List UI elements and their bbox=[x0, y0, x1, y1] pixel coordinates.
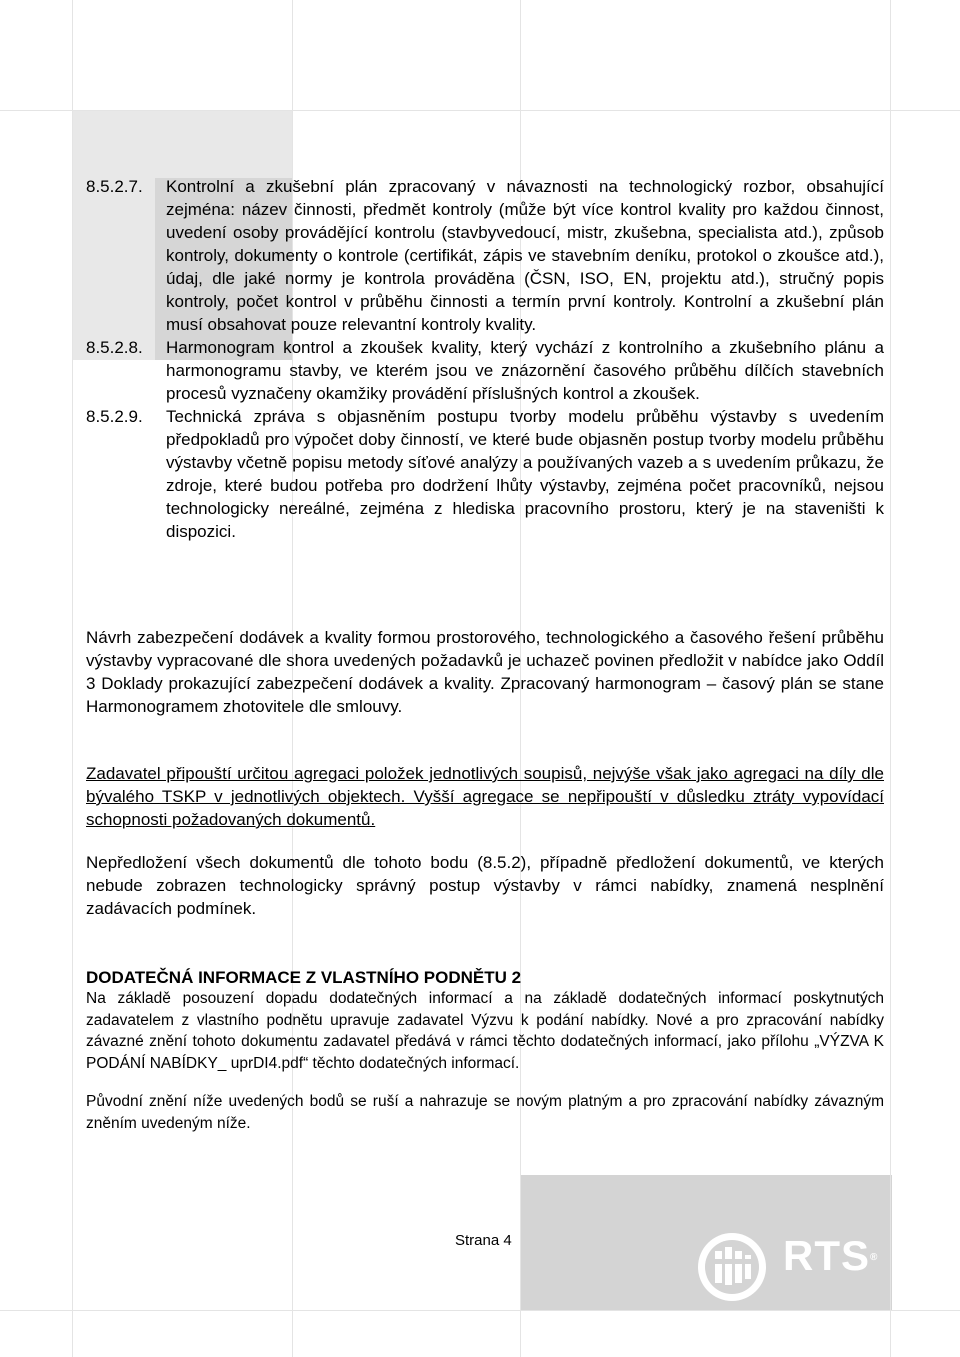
list-item bbox=[86, 405, 884, 543]
grid-line bbox=[0, 110, 960, 111]
numbered-items bbox=[86, 175, 884, 543]
list-item bbox=[86, 336, 884, 405]
paragraph-additional-info: Na základě posouzení dopadu dodatečných informací a na základě dodatečných informací poskytnutých zadavatelem z vlastního podnětu upravuje zadavatel Výzvu k podání nabídky. Nové a pro zpracování nabídky závazné znění tohoto dokumentu zadavatel předává v rámci těchto dodatečných informací, jako přílohu „VÝZVA K PODÁNÍ NABÍDKY_ uprDI4.pdf“ těchto dodatečných informací. bbox=[86, 990, 884, 1072]
paragraph-aggregation: Zadavatel připouští určitou agregaci položek jednotlivých soupisů, nejvýše však jako agregaci na díly dle bývalého TSKP v jednotlivých objektech. Vyšší agregace se nepřipouští v důsledku ztráty vypovídací schopnosti požadovaných dokumentů. bbox=[86, 764, 884, 829]
grid-line bbox=[72, 0, 73, 1357]
item-text: Kontrolní a zkušební plán zpracovaný v návaznosti na technologický rozbor, obsahující zejména: název činnosti, předmět kontroly (může být více kontrol kvality pro každou činnost, uvedení osoby provádějící kontrolu (stavbyvedoucí, mistr, zkušebna, specialista atd.), způsob kontroly, dokumenty o kontrole (certifikát, zápis ve stavebním deníku, protokol o zkoušce atd.), údaj, dle jaké normy je kontrola prováděna (ČSN, ISO, EN, projektu atd.), stručný popis kontroly, počet kontrol v průběhu činnosti a termín první kontroly. Kontrolní a zkušební plán musí obsahovat pouze relevantní kontroly kvality. bbox=[166, 177, 884, 334]
item-number: 8.5.2.9. bbox=[86, 407, 143, 426]
list-item bbox=[86, 175, 884, 336]
grid-line bbox=[890, 0, 891, 1357]
page-number: Strana 4 bbox=[455, 1232, 512, 1249]
paragraph-non-submission: Nepředložení všech dokumentů dle tohoto bodu (8.5.2), případně předložení dokumentů, ve kterých nebude zobrazen technologicky správný postup výstavby v rámci nabídky, znamená nesplnění zadávacích podmínek. bbox=[86, 853, 884, 918]
item-text: Technická zpráva s objasněním postupu tvorby modelu průběhu výstavby s uvedením předpokladů pro výpočet doby činností, ve které bude objasněn postup tvorby modelu průběhu výstavby včetně popisu metody síťové analýzy a používaných vazeb a s uvedením průkazu, že zdroje, které budou potřeba pro dodržení lhůty výstavby, zejména počet pracovníků, nejsou technologicky nereálné, zejména z hlediska pracovního prostoru, který je na staveništi k dispozici. bbox=[166, 407, 884, 541]
paragraph-original-wording: Původní znění níže uvedených bodů se ruší a nahrazuje se novým platným a pro zpracování nabídky závazným zněním uvedeným níže. bbox=[86, 1093, 884, 1132]
item-number: 8.5.2.7. bbox=[86, 177, 143, 196]
item-text: Harmonogram kontrol a zkoušek kvality, který vychází z kontrolního a zkušebního plánu a harmonogramu stavby, ve kterém jsou ve znázornění časového průběhu dílčích stavebních procesů vyznačeny okamžiky provádění příslušných kontrol a zkoušek. bbox=[166, 338, 884, 403]
section-heading: DODATEČNÁ INFORMACE Z VLASTNÍHO PODNĚTU 2 bbox=[86, 968, 522, 987]
rts-logo-text: RTS® bbox=[783, 1232, 879, 1279]
paragraph-delivery-quality: Návrh zabezpečení dodávek a kvality formou prostorového, technologického a časového řešení průběhu výstavby vypracované dle shora uvedených požadavků je uchazeč povinen předložit v nabídce jako Oddíl 3 Doklady prokazující zabezpečení dodávek a kvality. Zpracovaný harmonogram – časový plán se stane Harmonogramem zhotovitele dle smlouvy. bbox=[86, 628, 884, 716]
item-number: 8.5.2.8. bbox=[86, 338, 143, 357]
rts-emblem-icon bbox=[690, 1215, 770, 1315]
